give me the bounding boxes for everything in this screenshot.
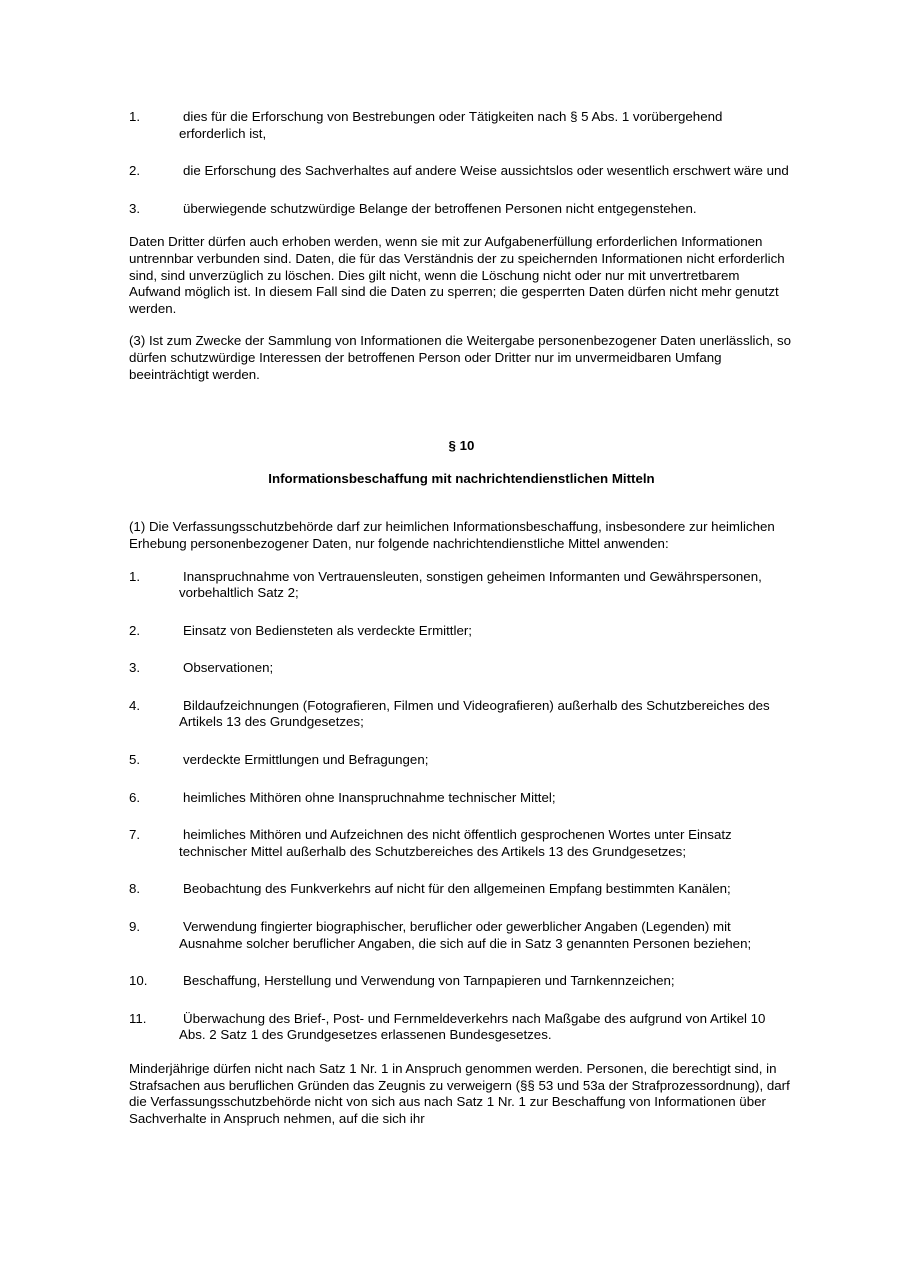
paragraph-minderjaehrige: Minderjährige dürfen nicht nach Satz 1 Nr. 1 in Anspruch genommen werden. Personen, die berechtigt sind, in Strafsachen aus beruflichen Gründen das Zeugnis zu verweigern (§§ 53 und 53a der Strafprozessordnung), darf die Verfassungsschutzbehörde nicht von sich aus nach Satz 1 Nr. 1 zur Beschaffung von Informationen über Sachverhalte in Anspruch nehmen, auf die sich ihr bbox=[129, 1061, 790, 1126]
list-item-text: dies für die Erforschung von Bestrebungen oder Tätigkeiten nach § 5 Abs. 1 vorübergehend erforderlich ist, bbox=[179, 109, 723, 141]
list-item-text: Inanspruchnahme von Vertrauensleuten, sonstigen geheimen Informanten und Gewährspersonen, vorbehaltlich Satz 2; bbox=[179, 568, 762, 601]
list-item bbox=[129, 919, 794, 952]
list-a bbox=[129, 109, 794, 217]
list-item-text: Observationen; bbox=[183, 660, 274, 676]
paragraph-absatz-3: (3) Ist zum Zwecke der Sammlung von Informationen die Weitergabe personenbezogener Daten unerlässlich, so dürfen schutzwürdige Interessen der betroffenen Person oder Dritter nur im unvermeidbaren Umfang beeinträchtigt werden. bbox=[129, 333, 791, 382]
list-item-number: 1. bbox=[129, 568, 141, 584]
document-body bbox=[129, 109, 794, 1143]
list-item-text: Beobachtung des Funkverkehrs auf nicht für den allgemeinen Empfang bestimmten Kanälen; bbox=[183, 881, 731, 897]
section-number: § 10 bbox=[448, 438, 475, 454]
list-item-number: 3. bbox=[129, 660, 141, 676]
list-item bbox=[129, 569, 794, 602]
list-item-number: 2. bbox=[129, 622, 141, 638]
list-item-text: Einsatz von Bediensteten als verdeckte Ermittler; bbox=[183, 622, 472, 638]
list-item bbox=[129, 201, 794, 218]
list-item-text: überwiegende schutzwürdige Belange der betroffenen Personen nicht entgegenstehen. bbox=[183, 200, 697, 216]
list-item-number: 9. bbox=[129, 919, 141, 935]
paragraph-daten-dritter: Daten Dritter dürfen auch erhoben werden, wenn sie mit zur Aufgabenerfüllung erforderlichen Informationen untrennbar verbunden sind. Daten, die für das Verständnis der zu speichernden Informationen nicht erforderlich sind, sind unverzüglich zu löschen. Dies gilt nicht, wenn die Löschung nicht oder nur mit unvertretbarem Aufwand möglich ist. In diesem Fall sind die Daten zu sperren; die gesperrten Daten dürfen nicht mehr genutzt werden. bbox=[129, 234, 785, 316]
paragraph-absatz-1: (1) Die Verfassungsschutzbehörde darf zur heimlichen Informationsbeschaffung, insbesondere zur heimlichen Erhebung personenbezogener Daten, nur folgende nachrichtendienstliche Mittel anwenden: bbox=[129, 519, 775, 551]
list-item-number: 5. bbox=[129, 752, 141, 768]
list-item bbox=[129, 1011, 794, 1044]
list-item bbox=[129, 881, 794, 898]
list-item-number: 2. bbox=[129, 163, 141, 179]
list-item-number: 10. bbox=[129, 973, 148, 989]
list-item-text: verdeckte Ermittlungen und Befragungen; bbox=[183, 752, 429, 768]
list-item bbox=[129, 973, 794, 990]
list-item-text: heimliches Mithören ohne Inanspruchnahme technischer Mittel; bbox=[183, 789, 556, 805]
list-item-text: Überwachung des Brief-, Post- und Fernmeldeverkehrs nach Maßgabe des aufgrund von Artikel 10 Abs. 2 Satz 1 des Grundgesetzes erlassenen Bundesgesetzes. bbox=[179, 1010, 766, 1043]
list-item bbox=[129, 660, 794, 677]
list-item-text: Bildaufzeichnungen (Fotografieren, Filmen und Videografieren) außerhalb des Schutzbereiches des Artikels 13 des Grundgesetzes; bbox=[179, 697, 770, 730]
list-item-text: heimliches Mithören und Aufzeichnen des nicht öffentlich gesprochenen Wortes unter Einsatz technischer Mittel außerhalb des Schutzbereiches des Artikels 13 des Grundgesetzes; bbox=[179, 827, 732, 859]
list-item-number: 11. bbox=[129, 1010, 147, 1026]
list-item bbox=[129, 623, 794, 640]
list-item-text: Verwendung fingierter biographischer, beruflicher oder gewerblicher Angaben (Legenden) mit Ausnahme solcher beruflicher Angaben, die sich auf die in Satz 3 genannten Personen beziehen; bbox=[179, 919, 752, 951]
list-item-number: 6. bbox=[129, 789, 141, 805]
list-item-number: 1. bbox=[129, 109, 141, 124]
list-item bbox=[129, 109, 794, 142]
list-item bbox=[129, 698, 794, 731]
list-item-text: die Erforschung des Sachverhaltes auf andere Weise aussichtslos oder wesentlich erschwert wäre und bbox=[183, 163, 789, 179]
list-item-number: 8. bbox=[129, 881, 141, 897]
list-item bbox=[129, 827, 794, 860]
list-item bbox=[129, 790, 794, 807]
list-b bbox=[129, 569, 794, 1045]
list-item bbox=[129, 163, 794, 180]
section-title: Informationsbeschaffung mit nachrichtendienstlichen Mitteln bbox=[268, 470, 655, 486]
list-item-number: 4. bbox=[129, 697, 141, 713]
list-item-number: 7. bbox=[129, 827, 141, 843]
list-item bbox=[129, 752, 794, 769]
list-item-number: 3. bbox=[129, 200, 141, 216]
list-item-text: Beschaffung, Herstellung und Verwendung von Tarnpapieren und Tarnkennzeichen; bbox=[183, 973, 675, 989]
